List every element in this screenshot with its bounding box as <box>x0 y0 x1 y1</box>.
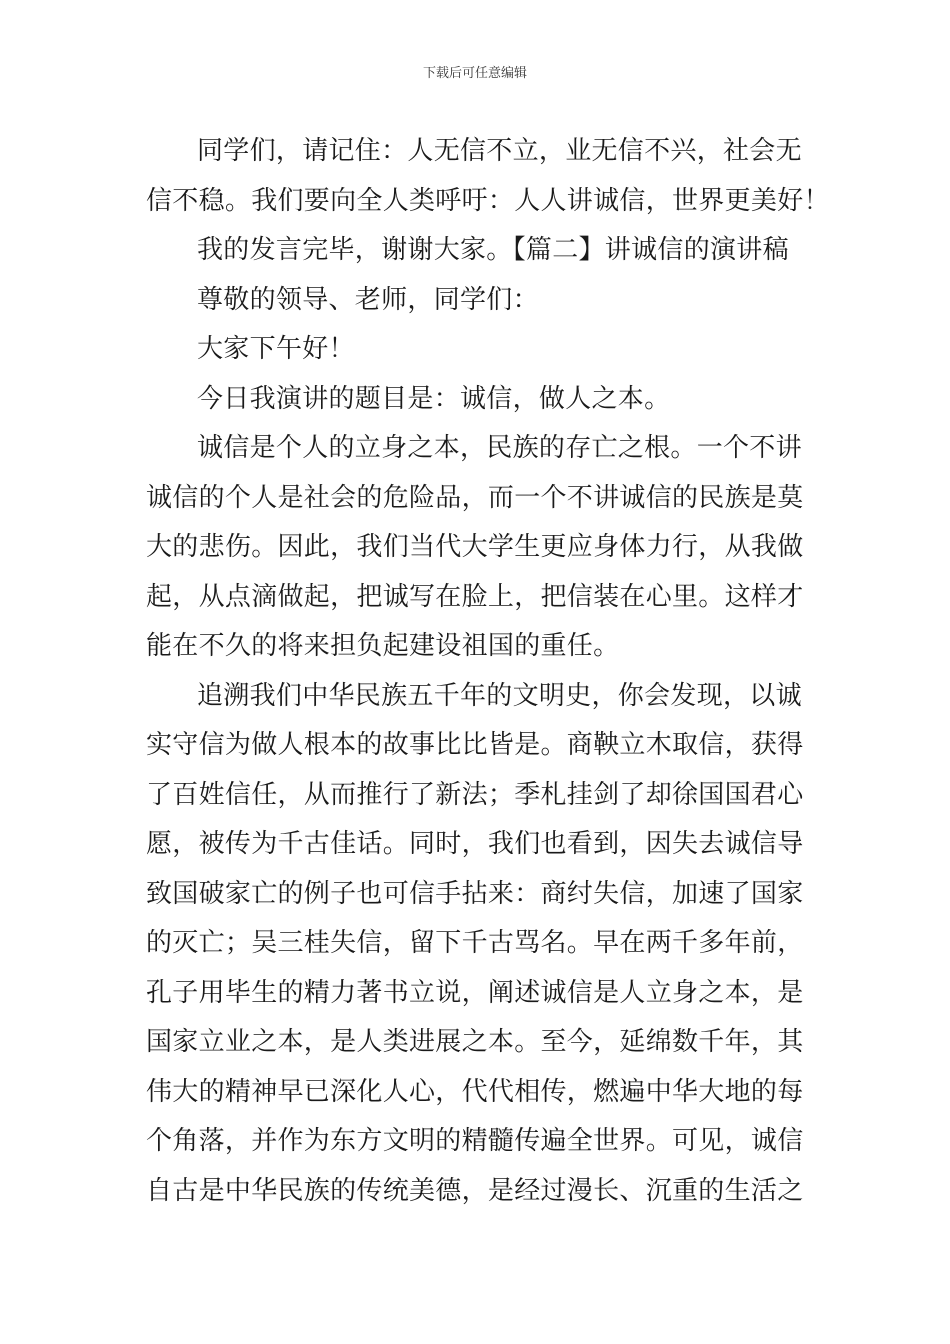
text-line: 今日我演讲的题目是：诚信，做人之本。 <box>197 383 671 414</box>
text-line: 国家立业之本，是人类进展之本。至今，延绵数千年，其 <box>146 1027 804 1057</box>
text-line: 诚信的个人是社会的危险品，而一个不讲诚信的民族是莫 <box>146 482 804 513</box>
page-header: 下载后可任意编辑 <box>422 66 527 81</box>
text-line: 了百姓信任，从而推行了新法；季札挂剑了却徐国国君心 <box>146 779 804 810</box>
text-line: 孔子用毕生的精力著书立说，阐述诚信是人立身之本，是 <box>146 977 804 1008</box>
text-line: 愿，被传为千古佳话。同时，我们也看到，因失去诚信导 <box>146 829 804 859</box>
text-line: 起，从点滴做起，把诚写在脸上，把信装在心里。这样才 <box>146 581 804 612</box>
text-line: 伟大的精神早已深化人心，代代相传，燃遍中华大地的每 <box>146 1076 804 1107</box>
document-body <box>146 127 830 1216</box>
text-line: 大家下午好！ <box>197 334 355 364</box>
text-line: 的灭亡；吴三桂失信，留下千古骂名。早在两千多年前， <box>146 928 804 958</box>
text-line: 实守信为做人根本的故事比比皆是。商鞅立木取信，获得 <box>146 730 804 760</box>
text-line: 致国破家亡的例子也可信手拈来：商纣失信，加速了国家 <box>146 878 804 909</box>
text-line: 个角落，并作为东方文明的精髓传遍全世界。可见，诚信 <box>146 1126 804 1156</box>
text-line: 能在不久的将来担负起建设祖国的重任。 <box>146 631 620 661</box>
text-line: 我的发言完毕，谢谢大家。【篇二】讲诚信的演讲稿 <box>197 235 789 265</box>
text-line: 自古是中华民族的传统美德，是经过漫长、沉重的生活之 <box>146 1175 804 1206</box>
text-line: 追溯我们中华民族五千年的文明史，你会发现，以诚 <box>197 680 802 711</box>
text-line: 大的悲伤。因此，我们当代大学生更应身体力行，从我做 <box>146 532 804 562</box>
text-line: 诚信是个人的立身之本，民族的存亡之根。一个不讲 <box>197 433 802 463</box>
text-line: 信不稳。我们要向全人类呼吁：人人讲诚信，世界更美好！ <box>146 185 830 216</box>
text-line: 同学们，请记住：人无信不立，业无信不兴，社会无 <box>197 136 802 166</box>
text-line: 尊敬的领导、老师，同学们： <box>197 284 539 315</box>
